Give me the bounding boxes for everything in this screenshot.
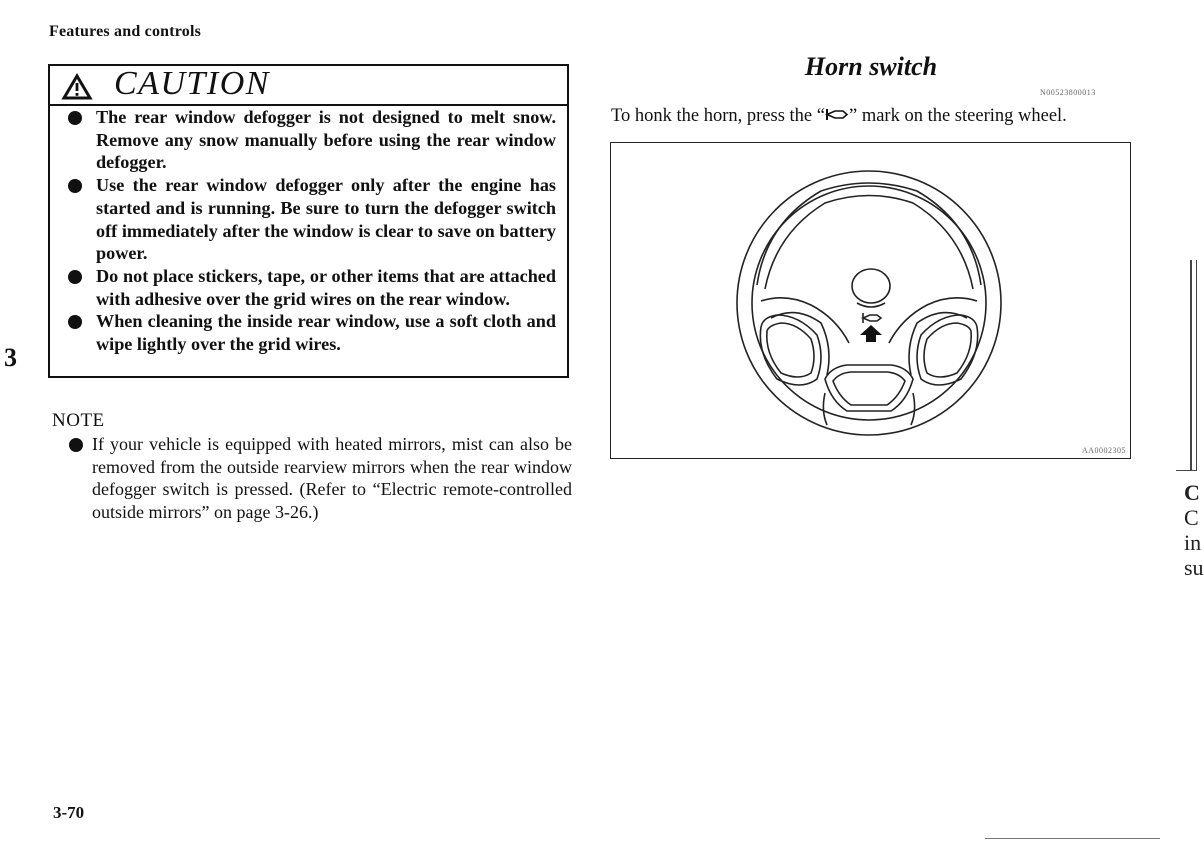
caution-header [50,66,567,106]
caution-item-text: Use the rear window defogger only after the engine has started and is running. Be sure to turn the defogger switch off immediately after the window is clear to save on battery power. [96,175,556,264]
reference-code: N00523800013 [1040,88,1096,97]
caution-title: CAUTION [114,65,270,102]
steering-wheel-figure [610,142,1131,459]
bullet-icon [68,270,82,284]
caution-item-text: When cleaning the inside rear window, use a soft cloth and wipe lightly over the grid wires. [96,311,556,355]
note-item-text: If your vehicle is equipped with heated mirrors, mist can also be removed from the outside rearview mirrors when the rear window defogger switch is pressed. (Refer to “Electric remote-controlled outside mirrors” on page 3-26.) [92,434,572,523]
section-header: Features and controls [49,23,202,40]
caution-item-text: Do not place stickers, tape, or other items that are attached with adhesive over the grid wires on the rear window. [96,265,556,309]
figure-code: AA0002305 [1081,446,1126,455]
bullet-icon [69,438,83,452]
glimpse-text: C [1184,480,1200,505]
steering-wheel-icon [611,143,1130,458]
divider-line [985,838,1160,839]
warning-triangle-icon [62,74,92,100]
bullet-icon [68,111,82,125]
chapter-tab: 3 [4,343,17,372]
note-item [52,433,572,524]
caution-list [68,106,556,356]
bullet-icon [68,315,82,329]
glimpse-text: in [1184,530,1202,555]
horn-symbol-icon [825,108,849,121]
note-label: NOTE [52,410,105,431]
caution-item [68,265,556,310]
caution-box [48,64,569,378]
glimpse-text: su [1184,555,1204,580]
next-page-glimpse [1184,480,1204,580]
horn-instruction-end: ” mark on the steering wheel. [848,106,1067,126]
note-block [52,410,572,524]
caution-item [68,106,556,174]
horn-switch-title: Horn switch [804,52,938,81]
caution-item-text: The rear window defogger is not designed to melt snow. Remove any snow manually before using the rear window defogger. [96,107,556,173]
horn-instruction [611,106,1067,127]
caution-item [68,310,556,355]
horn-instruction-start: To honk the horn, press the “ [611,106,825,126]
glimpse-text: C [1184,505,1199,530]
caution-item [68,174,556,265]
bullet-icon [68,179,82,193]
page-number: 3-70 [53,803,85,822]
